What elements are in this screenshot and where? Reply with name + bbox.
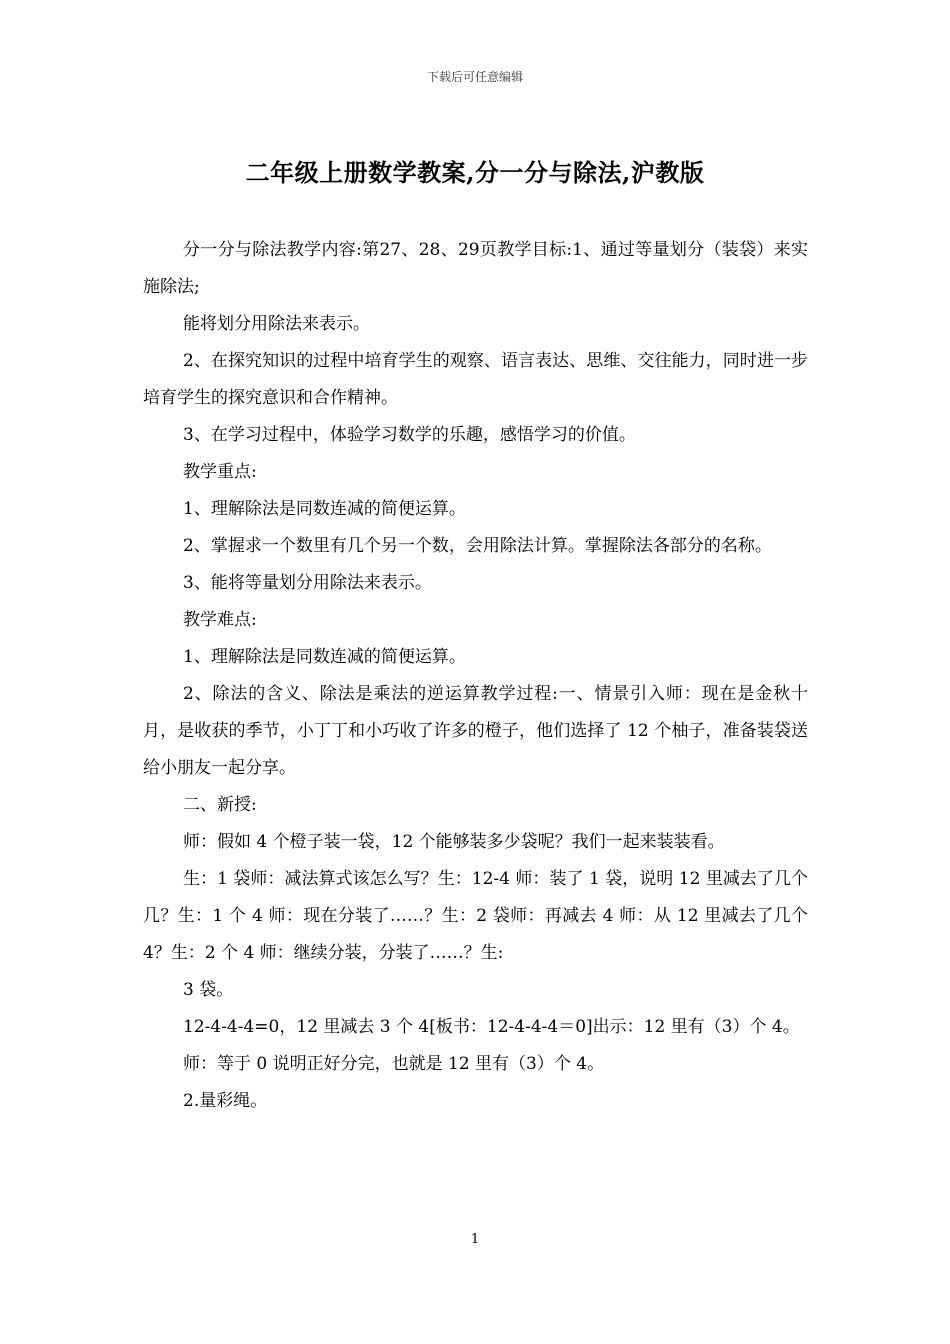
paragraph: 3、在学习过程中，体验学习数学的乐趣，感悟学习的价值。: [183, 425, 636, 445]
paragraph: 12-4-4-4=0，12 里减去 3 个 4[板书：12-4-4-4＝0]出示：12 里有（3）个 4。: [183, 1017, 800, 1037]
document-title: 二年级上册数学教案,分一分与除法,沪教版: [245, 158, 705, 187]
section-heading: 教学难点:: [183, 610, 257, 630]
document-body: [143, 232, 808, 1120]
paragraph: 师：等于 0 说明正好分完，也就是 12 里有（3）个 4。: [183, 1054, 605, 1074]
paragraph: 能将划分用除法来表示。: [183, 314, 370, 334]
paragraph: 3 袋。: [183, 980, 234, 1000]
paragraph: 3、能将等量划分用除法来表示。: [183, 573, 432, 593]
paragraph: 生：1 袋师：减法算式该怎么写？生：12-4 师：装了 1 袋，说明 12 里减去了几个几？生：1 个 4 师：现在分装了……？生：2 袋师：再减去 4 师：从 12 里减去了几个 4？生：2 个 4 师：继续分装，分装了……？生:: [143, 869, 808, 963]
section-heading: 二、新授:: [183, 795, 257, 815]
paragraph: 1、理解除法是同数连减的简便运算。: [183, 647, 466, 667]
page-header: 下载后可任意编辑: [426, 70, 523, 84]
paragraph: 分一分与除法教学内容:第27、28、29页教学目标:1、通过等量划分（装袋）来实施除法;: [143, 240, 808, 297]
paragraph: 2、在探究知识的过程中培育学生的观察、语言表达、思维、交往能力，同时进一步培育学生的探究意识和合作精神。: [143, 351, 808, 408]
page-number: 1: [470, 1232, 480, 1247]
section-heading: 教学重点:: [183, 462, 257, 482]
paragraph: 2、除法的含义、除法是乘法的逆运算教学过程:一、情景引入师：现在是金秋十月，是收获的季节，小丁丁和小巧收了许多的橙子，他们选择了 12 个柚子，准备装袋送给小朋友一起分享。: [143, 684, 808, 778]
paragraph: 2、掌握求一个数里有几个另一个数，会用除法计算。掌握除法各部分的名称。: [183, 536, 772, 556]
paragraph: 2.量彩绳。: [183, 1091, 268, 1111]
paragraph: 1、理解除法是同数连减的简便运算。: [183, 499, 466, 519]
paragraph: 师：假如 4 个橙子装一袋，12 个能够装多少袋呢？我们一起来装装看。: [183, 832, 725, 852]
